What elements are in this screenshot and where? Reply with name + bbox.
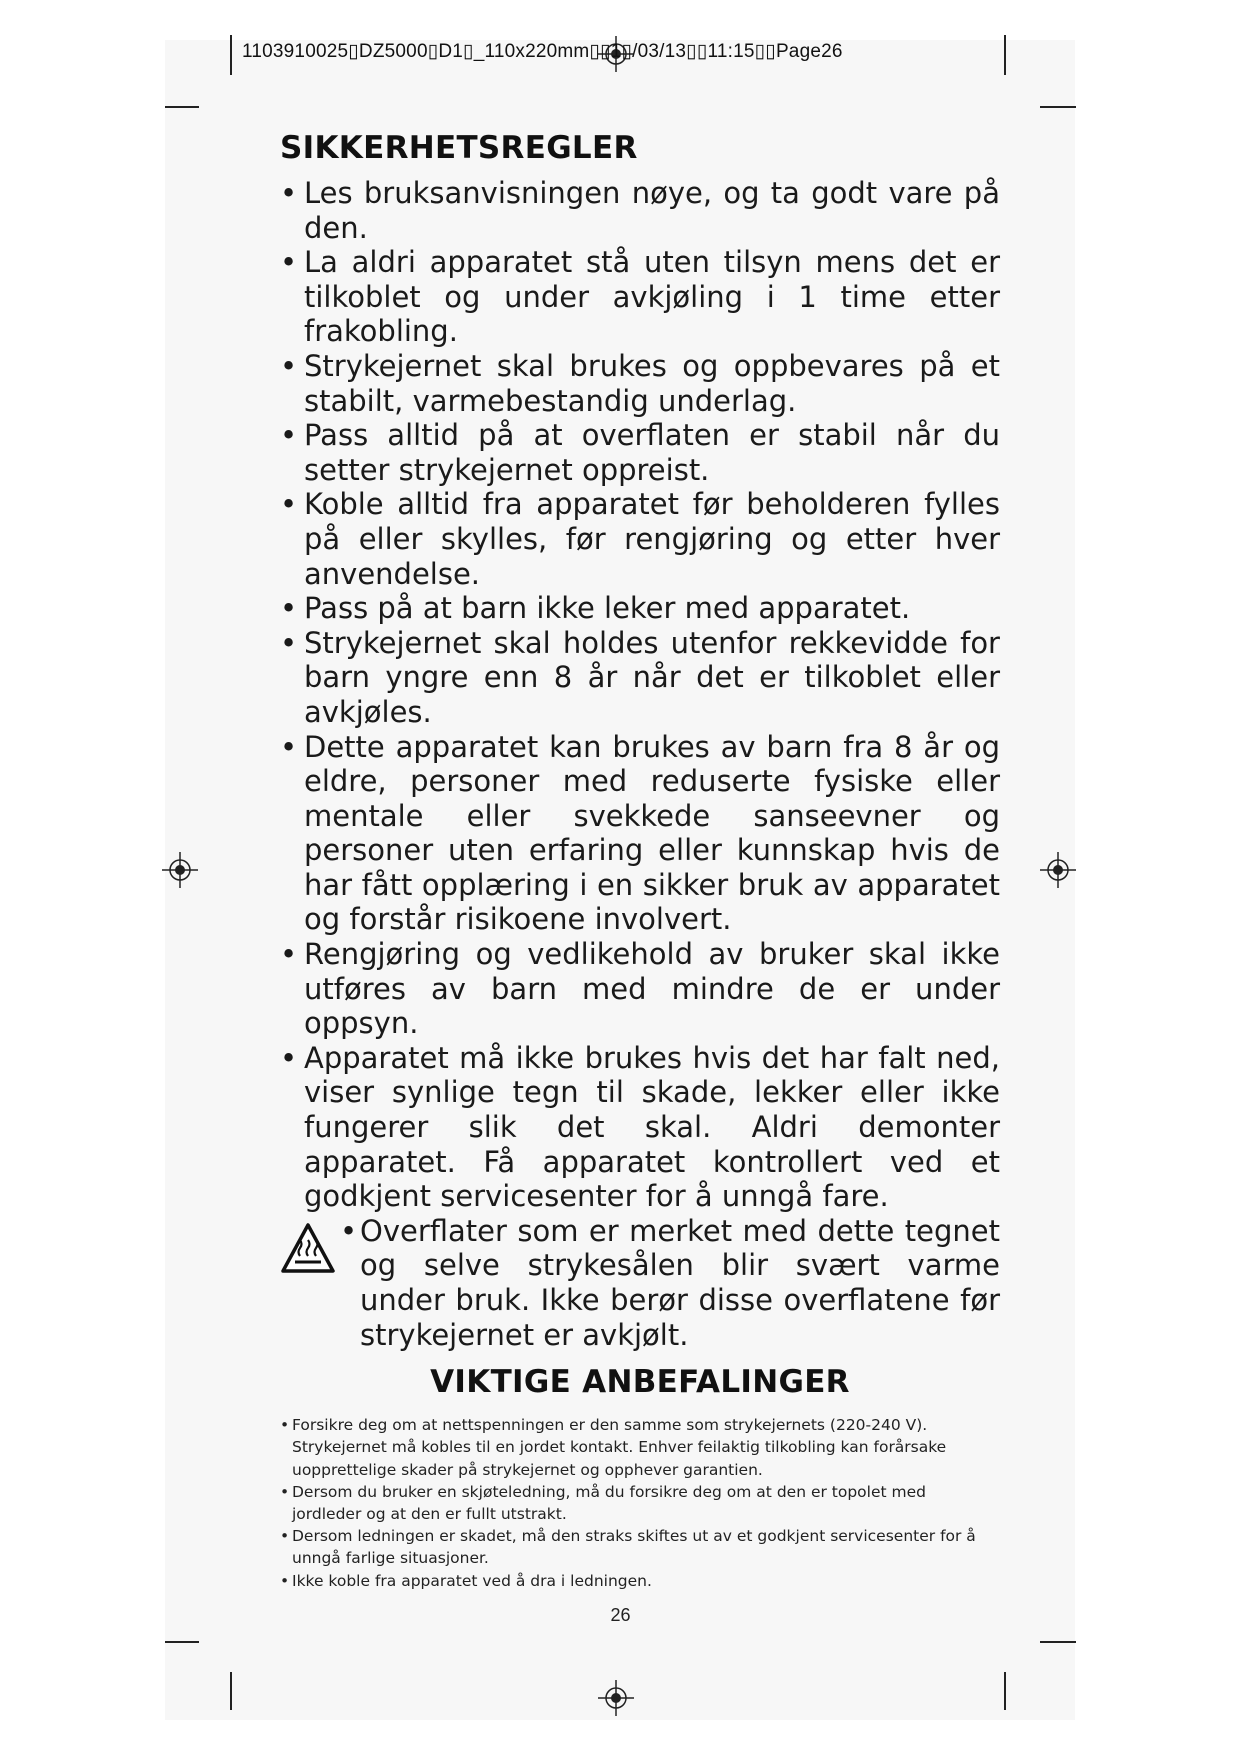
recommendations-heading: VIKTIGE ANBEFALINGER [430, 1364, 850, 1401]
list-item: • Koble alltid fra apparatet før beholderen fylles på eller skylles, før rengjøring og etter hver anvendelse. [280, 487, 1000, 591]
crop-mark [230, 1672, 232, 1710]
page-content [280, 130, 1000, 1592]
crop-mark [165, 106, 199, 108]
list-item: • Dersom du bruker en skjøteledning, må du forsikre deg om at den er topolet med jordleder og at den er fullt utstrakt. [280, 1481, 1000, 1525]
registration-mark-icon [598, 1680, 634, 1716]
list-item: • Dersom ledningen er skadet, må den straks skiftes ut av et godkjent servicesenter for å unngå farlige situasjoner. [280, 1525, 1000, 1569]
print-slug: 1103910025▯DZ5000▯D1▯_110x220mm▯▯1▯/03/13▯▯11:15▯▯Page26 [242, 41, 843, 62]
hot-surface-warning-item [280, 1214, 1000, 1352]
bullet: • [340, 1213, 358, 1248]
list-item: • La aldri apparatet stå uten tilsyn mens det er tilkoblet og under avkjøling i 1 time etter frakobling. [280, 245, 1000, 349]
list-item: • Pass på at barn ikke leker med apparatet. [280, 591, 1000, 626]
list-item: • Forsikre deg om at nettspenningen er den samme som strykejernets (220-240 V). Strykejernet må kobles til en jordet kontakt. Enhver feilaktig tilkobling kan forårsake uopprettelige skader på strykejernet og opphever garantien. [280, 1414, 1000, 1481]
safety-rules-heading: SIKKERHETSREGLER [280, 130, 638, 166]
warning-text: Overflater som er merket med dette tegnet og selve strykesålen blir svært varme under bruk. Ikke berør disse overflatene før strykejernet er avkjølt. [360, 1213, 1000, 1352]
page-number: 26 [610, 1605, 631, 1625]
crop-mark [1004, 1672, 1006, 1710]
list-item: • Pass alltid på at overflaten er stabil når du setter strykejernet oppreist. [280, 418, 1000, 487]
hot-surface-warning-icon [280, 1222, 336, 1274]
crop-mark [1040, 1641, 1076, 1643]
list-item: • Apparatet må ikke brukes hvis det har falt ned, viser synlige tegn til skade, lekker eller ikke fungerer slik det skal. Aldri demonter apparatet. Få apparatet kontrollert ved et godkjent servicesenter for å unngå fare. [280, 1041, 1000, 1214]
list-item: • Les bruksanvisningen nøye, og ta godt vare på den. [280, 176, 1000, 245]
crop-mark [165, 1641, 199, 1643]
list-item: • Rengjøring og vedlikehold av bruker skal ikke utføres av barn med mindre de er under oppsyn. [280, 937, 1000, 1041]
list-item: • Strykejernet skal brukes og oppbevares på et stabilt, varmebestandig underlag. [280, 349, 1000, 418]
crop-mark [1004, 35, 1006, 75]
list-item: • Dette apparatet kan brukes av barn fra 8 år og eldre, personer med reduserte fysiske eller mentale eller svekkede sanseevner og personer uten erfaring eller kunnskap hvis de har fått opplæring i en sikker bruk av apparatet og forstår risikoene involvert. [280, 730, 1000, 938]
crop-mark [230, 35, 232, 75]
list-item: • Strykejernet skal holdes utenfor rekkevidde for barn yngre enn 8 år når det er tilkoblet eller avkjøles. [280, 626, 1000, 730]
list-item: • Ikke koble fra apparatet ved å dra i ledningen. [280, 1570, 1000, 1592]
recommendations-list [280, 1414, 1000, 1592]
safety-rules-list [280, 176, 1000, 1352]
registration-mark-icon [162, 852, 198, 888]
registration-mark-icon [1040, 852, 1076, 888]
crop-mark [1040, 106, 1076, 108]
